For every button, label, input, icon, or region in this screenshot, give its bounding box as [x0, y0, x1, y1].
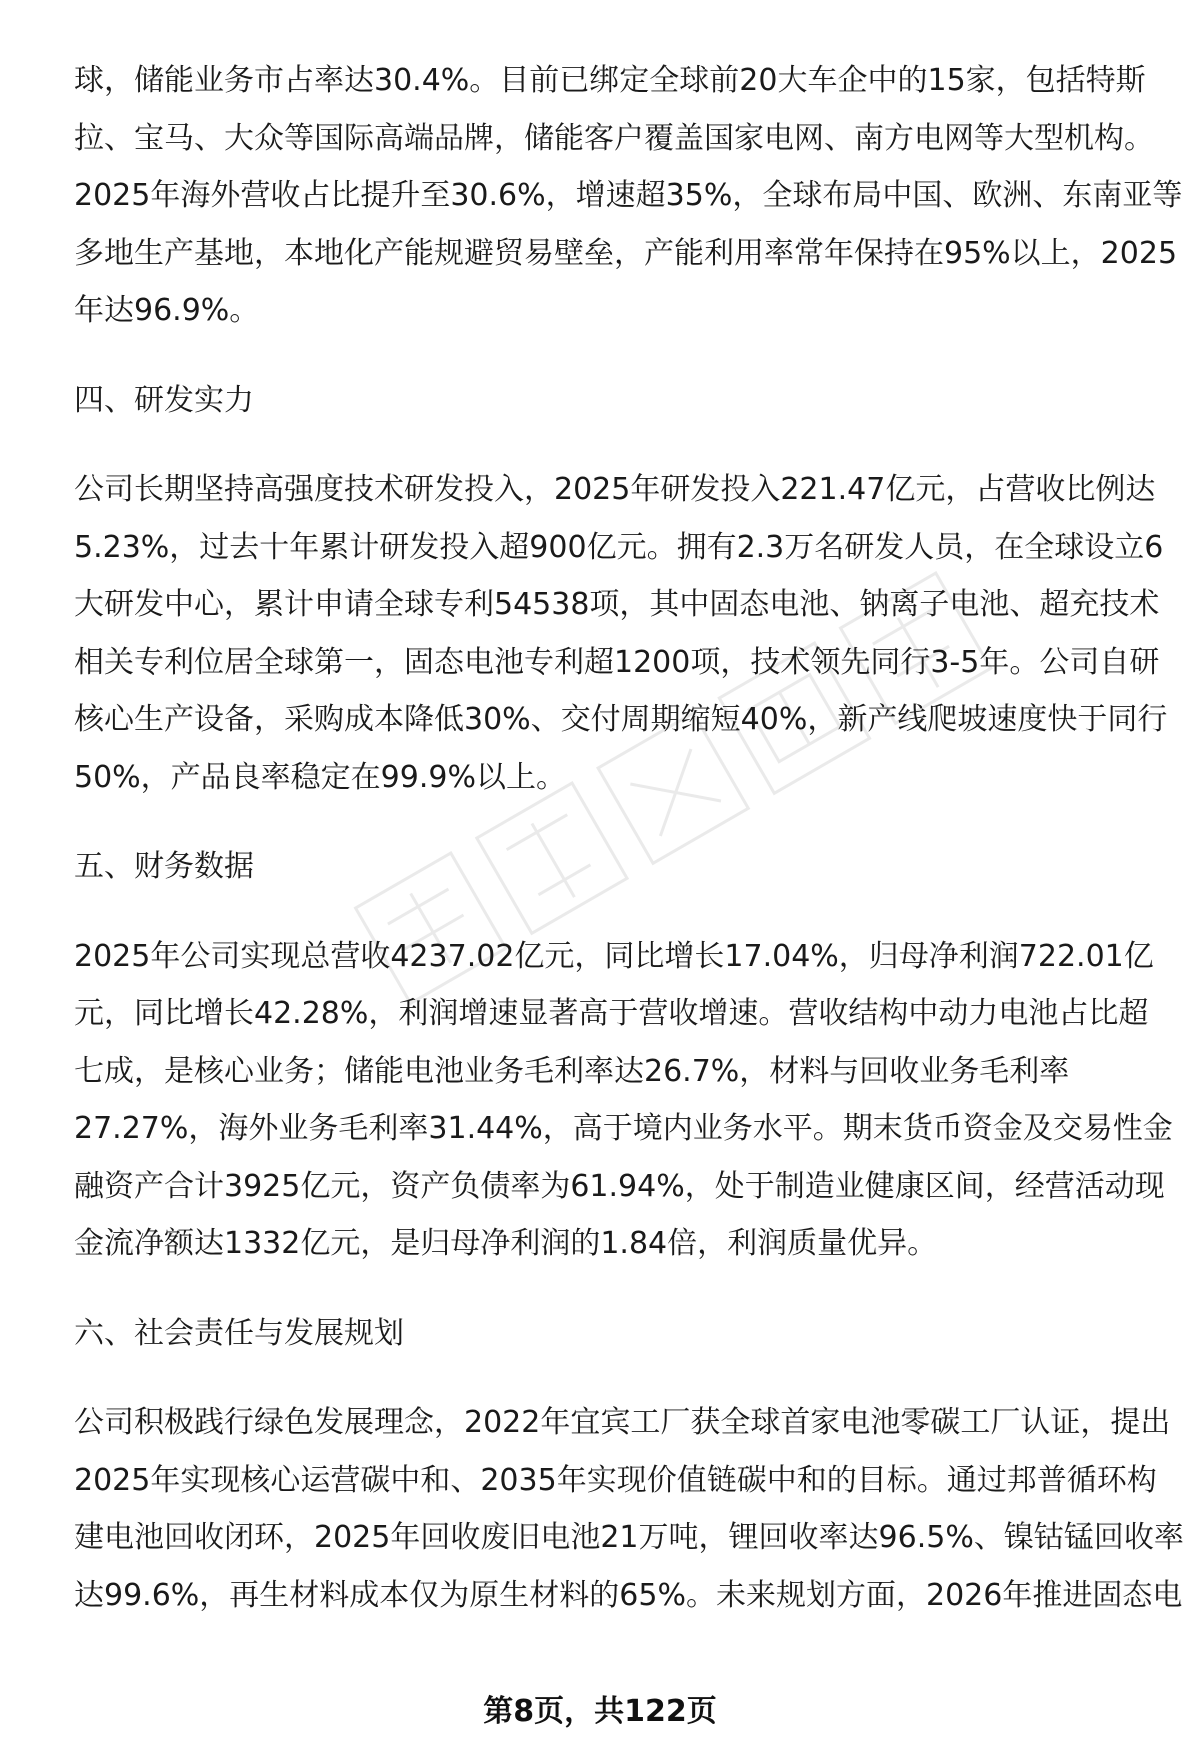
text-line: 2025年实现核心运营碳中和、2035年实现价值链碳中和的目标。通过邦普循环构	[74, 1462, 1157, 1498]
text-line: 50%，产品良率稳定在99.9%以上。	[74, 759, 566, 795]
text-line: 公司积极践行绿色发展理念，2022年宜宾工厂获全球首家电池零碳工厂认证，提出	[74, 1405, 1171, 1440]
section5-paragraph	[74, 928, 1173, 1273]
document-body	[74, 52, 1184, 1624]
text-line: 2025年海外营收占比提升至30.6%，增速超35%，全球布局中国、欧洲、东南亚等	[74, 178, 1183, 213]
text-line: 达99.6%，再生材料成本仅为原生材料的65%。未来规划方面，2026年推进固态电	[74, 1577, 1183, 1613]
text-line: 金流净额达1332亿元，是归母净利润的1.84倍，利润质量优异。	[74, 1226, 938, 1261]
text-line: 元，同比增长42.28%，利润增速显著高于营收增速。营收结构中动力电池占比超	[74, 996, 1149, 1031]
section-heading-financials: 五、财务数据	[74, 849, 254, 884]
text-line: 公司长期坚持高强度技术研发投入，2025年研发投入221.47亿元，占营收比例达	[74, 472, 1156, 507]
text-line: 融资产合计3925亿元，资产负债率为61.94%，处于制造业健康区间，经营活动现	[74, 1168, 1165, 1204]
text-line: 年达96.9%。	[74, 293, 260, 328]
section-heading-social-responsibility: 六、社会责任与发展规划	[74, 1315, 404, 1351]
section-heading-rnd: 四、研发实力	[74, 382, 254, 418]
section6-paragraph	[74, 1394, 1184, 1624]
section4-paragraph	[74, 461, 1168, 806]
text-line: 建电池回收闭环，2025年回收废旧电池21万吨，锂回收率达96.5%、镍钴锰回收率	[74, 1520, 1184, 1555]
text-line: 七成，是核心业务；储能电池业务毛利率达26.7%，材料与回收业务毛利率	[74, 1053, 1070, 1089]
text-line: 大研发中心，累计申请全球专利54538项，其中固态电池、钠离子电池、超充技术	[74, 587, 1160, 622]
text-line: 27.27%，海外业务毛利率31.44%，高于境内业务水平。期末货币资金及交易性金	[74, 1111, 1173, 1146]
text-line: 核心生产设备，采购成本降低30%、交付周期缩短40%，新产线爬坡速度快于同行	[74, 702, 1168, 737]
text-line: 多地生产基地，本地化产能规避贸易壁垒，产能利用率常年保持在95%以上，2025	[74, 235, 1178, 271]
text-line: 相关专利位居全球第一，固态电池专利超1200项，技术领先同行3-5年。公司自研	[74, 644, 1160, 680]
section3-tail-paragraph	[74, 52, 1183, 340]
text-line: 球，储能业务市占率达30.4%。目前已绑定全球前20大车企中的15家，包括特斯	[74, 63, 1146, 98]
text-line: 拉、宝马、大众等国际高端品牌，储能客户覆盖国家电网、南方电网等大型机构。	[74, 120, 1154, 156]
text-line: 5.23%，过去十年累计研发投入超900亿元。拥有2.3万名研发人员，在全球设立6	[74, 529, 1164, 565]
page-number-footer: 第8页，共122页	[483, 1694, 717, 1729]
text-line: 2025年公司实现总营收4237.02亿元，同比增长17.04%，归母净利润722.01亿	[74, 938, 1154, 974]
